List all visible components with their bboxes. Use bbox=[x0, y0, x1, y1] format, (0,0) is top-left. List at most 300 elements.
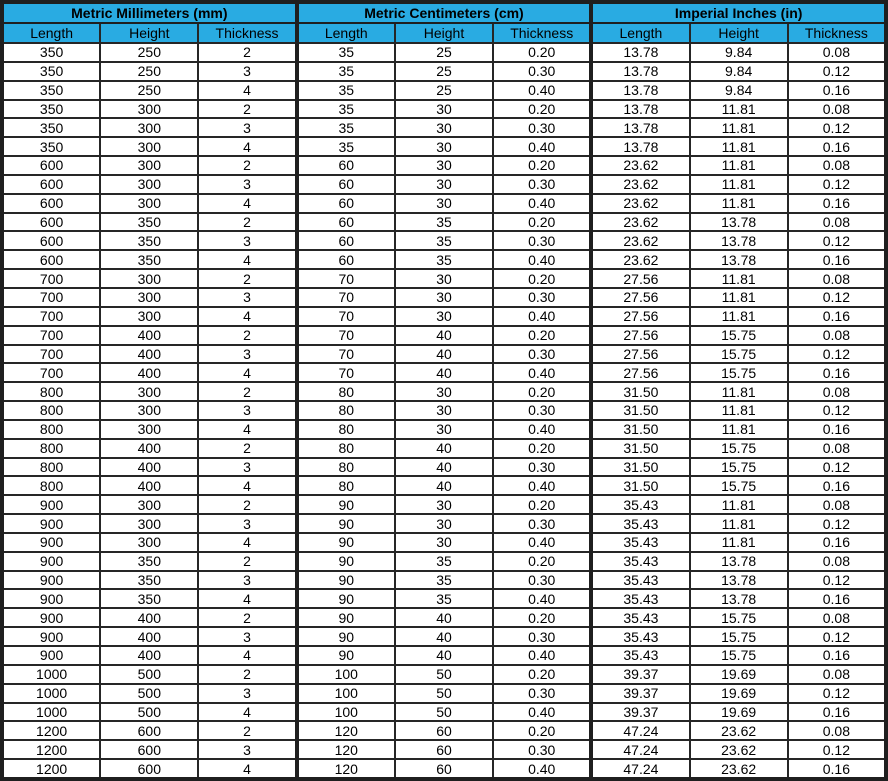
table-cell: 23.62 bbox=[591, 250, 689, 269]
table-cell: 4 bbox=[198, 476, 296, 495]
table-cell: 31.50 bbox=[591, 420, 689, 439]
table-cell: 0.16 bbox=[788, 81, 886, 100]
table-cell: 0.12 bbox=[788, 684, 886, 703]
table-cell: 0.40 bbox=[493, 646, 591, 665]
table-cell: 60 bbox=[297, 250, 395, 269]
table-cell: 350 bbox=[100, 552, 198, 571]
table-cell: 300 bbox=[100, 288, 198, 307]
table-cell: 0.20 bbox=[493, 213, 591, 232]
table-cell: 0.12 bbox=[788, 62, 886, 81]
table-cell: 500 bbox=[100, 665, 198, 684]
table-cell: 13.78 bbox=[690, 589, 788, 608]
table-row bbox=[2, 326, 886, 345]
table-row bbox=[2, 476, 886, 495]
table-cell: 0.16 bbox=[788, 420, 886, 439]
table-cell: 4 bbox=[198, 703, 296, 722]
table-cell: 13.78 bbox=[690, 552, 788, 571]
table-cell: 400 bbox=[100, 326, 198, 345]
table-cell: 120 bbox=[297, 740, 395, 759]
table-cell: 13.78 bbox=[591, 43, 689, 62]
table-cell: 3 bbox=[198, 401, 296, 420]
table-cell: 35 bbox=[297, 118, 395, 137]
table-cell: 0.12 bbox=[788, 740, 886, 759]
table-cell: 35.43 bbox=[591, 646, 689, 665]
table-cell: 13.78 bbox=[591, 62, 689, 81]
table-cell: 4 bbox=[198, 533, 296, 552]
table-cell: 0.20 bbox=[493, 100, 591, 119]
table-row bbox=[2, 401, 886, 420]
table-cell: 40 bbox=[395, 608, 493, 627]
table-cell: 35.43 bbox=[591, 627, 689, 646]
table-cell: 3 bbox=[198, 175, 296, 194]
table-cell: 1000 bbox=[2, 684, 100, 703]
table-cell: 0.08 bbox=[788, 156, 886, 175]
table-cell: 35 bbox=[395, 213, 493, 232]
table-cell: 0.40 bbox=[493, 307, 591, 326]
table-cell: 35.43 bbox=[591, 552, 689, 571]
table-cell: 19.69 bbox=[690, 703, 788, 722]
table-cell: 2 bbox=[198, 156, 296, 175]
table-cell: 2 bbox=[198, 269, 296, 288]
table-cell: 2 bbox=[198, 326, 296, 345]
table-cell: 600 bbox=[2, 213, 100, 232]
table-cell: 15.75 bbox=[690, 326, 788, 345]
table-cell: 2 bbox=[198, 665, 296, 684]
table-cell: 4 bbox=[198, 363, 296, 382]
table-cell: 350 bbox=[2, 118, 100, 137]
table-cell: 400 bbox=[100, 458, 198, 477]
table-cell: 900 bbox=[2, 627, 100, 646]
table-cell: 0.40 bbox=[493, 363, 591, 382]
table-cell: 2 bbox=[198, 552, 296, 571]
table-cell: 0.20 bbox=[493, 156, 591, 175]
table-row bbox=[2, 156, 886, 175]
table-cell: 60 bbox=[297, 213, 395, 232]
table-cell: 0.30 bbox=[493, 740, 591, 759]
table-cell: 0.40 bbox=[493, 420, 591, 439]
table-row bbox=[2, 382, 886, 401]
table-cell: 11.81 bbox=[690, 307, 788, 326]
table-cell: 39.37 bbox=[591, 684, 689, 703]
table-cell: 70 bbox=[297, 269, 395, 288]
table-cell: 90 bbox=[297, 533, 395, 552]
table-cell: 15.75 bbox=[690, 627, 788, 646]
table-cell: 23.62 bbox=[591, 175, 689, 194]
table-cell: 4 bbox=[198, 646, 296, 665]
table-cell: 0.20 bbox=[493, 269, 591, 288]
table-cell: 350 bbox=[100, 589, 198, 608]
table-cell: 0.20 bbox=[493, 721, 591, 740]
table-cell: 15.75 bbox=[690, 345, 788, 364]
table-row bbox=[2, 608, 886, 627]
table-cell: 600 bbox=[2, 156, 100, 175]
group-header-metric-cm: Metric Centimeters (cm) bbox=[297, 2, 592, 23]
table-cell: 2 bbox=[198, 43, 296, 62]
table-cell: 0.30 bbox=[493, 458, 591, 477]
table-cell: 800 bbox=[2, 458, 100, 477]
table-cell: 350 bbox=[2, 137, 100, 156]
table-cell: 400 bbox=[100, 608, 198, 627]
table-cell: 350 bbox=[2, 62, 100, 81]
table-cell: 27.56 bbox=[591, 345, 689, 364]
table-cell: 300 bbox=[100, 495, 198, 514]
table-cell: 0.12 bbox=[788, 571, 886, 590]
table-cell: 3 bbox=[198, 231, 296, 250]
table-cell: 0.40 bbox=[493, 589, 591, 608]
table-row bbox=[2, 514, 886, 533]
table-cell: 30 bbox=[395, 137, 493, 156]
table-row bbox=[2, 194, 886, 213]
table-cell: 0.08 bbox=[788, 213, 886, 232]
table-cell: 800 bbox=[2, 420, 100, 439]
table-cell: 300 bbox=[100, 382, 198, 401]
table-cell: 3 bbox=[198, 458, 296, 477]
table-cell: 0.30 bbox=[493, 118, 591, 137]
table-cell: 1200 bbox=[2, 759, 100, 779]
table-cell: 0.16 bbox=[788, 476, 886, 495]
table-row bbox=[2, 231, 886, 250]
table-cell: 300 bbox=[100, 118, 198, 137]
table-cell: 0.12 bbox=[788, 514, 886, 533]
table-cell: 39.37 bbox=[591, 665, 689, 684]
table-cell: 800 bbox=[2, 382, 100, 401]
table-cell: 30 bbox=[395, 100, 493, 119]
table-cell: 250 bbox=[100, 43, 198, 62]
table-cell: 31.50 bbox=[591, 382, 689, 401]
table-cell: 11.81 bbox=[690, 514, 788, 533]
table-cell: 23.62 bbox=[591, 213, 689, 232]
table-cell: 9.84 bbox=[690, 81, 788, 100]
table-cell: 15.75 bbox=[690, 646, 788, 665]
table-cell: 31.50 bbox=[591, 401, 689, 420]
table-cell: 0.16 bbox=[788, 250, 886, 269]
table-row bbox=[2, 250, 886, 269]
table-cell: 90 bbox=[297, 646, 395, 665]
table-cell: 0.08 bbox=[788, 100, 886, 119]
table-cell: 23.62 bbox=[591, 156, 689, 175]
table-row bbox=[2, 627, 886, 646]
table-cell: 0.40 bbox=[493, 759, 591, 779]
table-cell: 13.78 bbox=[690, 571, 788, 590]
table-cell: 60 bbox=[297, 194, 395, 213]
column-header-mm-thickness: Thickness bbox=[198, 23, 296, 43]
table-cell: 100 bbox=[297, 665, 395, 684]
table-cell: 0.12 bbox=[788, 231, 886, 250]
column-header-mm-height: Height bbox=[100, 23, 198, 43]
table-cell: 31.50 bbox=[591, 476, 689, 495]
table-cell: 3 bbox=[198, 684, 296, 703]
table-cell: 30 bbox=[395, 533, 493, 552]
table-cell: 100 bbox=[297, 703, 395, 722]
table-cell: 0.40 bbox=[493, 703, 591, 722]
table-cell: 50 bbox=[395, 684, 493, 703]
table-cell: 350 bbox=[2, 81, 100, 100]
table-cell: 0.16 bbox=[788, 589, 886, 608]
table-cell: 80 bbox=[297, 476, 395, 495]
table-cell: 70 bbox=[297, 345, 395, 364]
table-cell: 25 bbox=[395, 62, 493, 81]
table-cell: 9.84 bbox=[690, 43, 788, 62]
table-cell: 400 bbox=[100, 627, 198, 646]
table-cell: 0.30 bbox=[493, 401, 591, 420]
table-cell: 700 bbox=[2, 307, 100, 326]
table-cell: 11.81 bbox=[690, 269, 788, 288]
table-cell: 2 bbox=[198, 495, 296, 514]
table-header bbox=[2, 2, 886, 43]
table-cell: 2 bbox=[198, 100, 296, 119]
table-cell: 0.08 bbox=[788, 43, 886, 62]
table-cell: 400 bbox=[100, 476, 198, 495]
group-header-imperial-in: Imperial Inches (in) bbox=[591, 2, 886, 23]
table-cell: 80 bbox=[297, 401, 395, 420]
table-cell: 0.30 bbox=[493, 345, 591, 364]
table-cell: 13.78 bbox=[690, 250, 788, 269]
table-row bbox=[2, 665, 886, 684]
table-row bbox=[2, 288, 886, 307]
table-cell: 0.40 bbox=[493, 533, 591, 552]
table-cell: 400 bbox=[100, 439, 198, 458]
table-cell: 700 bbox=[2, 288, 100, 307]
table-cell: 40 bbox=[395, 458, 493, 477]
table-cell: 40 bbox=[395, 345, 493, 364]
table-cell: 13.78 bbox=[591, 100, 689, 119]
table-cell: 11.81 bbox=[690, 382, 788, 401]
table-cell: 300 bbox=[100, 420, 198, 439]
table-cell: 600 bbox=[2, 231, 100, 250]
table-cell: 11.81 bbox=[690, 137, 788, 156]
table-cell: 11.81 bbox=[690, 100, 788, 119]
table-cell: 35 bbox=[395, 250, 493, 269]
table-cell: 4 bbox=[198, 81, 296, 100]
table-cell: 0.08 bbox=[788, 439, 886, 458]
table-cell: 0.08 bbox=[788, 665, 886, 684]
table-cell: 11.81 bbox=[690, 118, 788, 137]
table-cell: 300 bbox=[100, 401, 198, 420]
table-cell: 0.40 bbox=[493, 250, 591, 269]
table-cell: 0.08 bbox=[788, 721, 886, 740]
table-cell: 400 bbox=[100, 363, 198, 382]
table-cell: 350 bbox=[100, 231, 198, 250]
table-cell: 27.56 bbox=[591, 269, 689, 288]
table-cell: 300 bbox=[100, 156, 198, 175]
table-cell: 400 bbox=[100, 345, 198, 364]
table-cell: 0.16 bbox=[788, 759, 886, 779]
table-cell: 700 bbox=[2, 363, 100, 382]
table-cell: 0.16 bbox=[788, 533, 886, 552]
table-row bbox=[2, 43, 886, 62]
table-cell: 0.08 bbox=[788, 326, 886, 345]
table-cell: 0.30 bbox=[493, 288, 591, 307]
table-cell: 2 bbox=[198, 439, 296, 458]
table-cell: 13.78 bbox=[690, 213, 788, 232]
table-cell: 35.43 bbox=[591, 514, 689, 533]
group-header-metric-mm: Metric Millimeters (mm) bbox=[2, 2, 297, 23]
table-cell: 2 bbox=[198, 608, 296, 627]
table-cell: 3 bbox=[198, 288, 296, 307]
table-cell: 900 bbox=[2, 608, 100, 627]
table-cell: 90 bbox=[297, 571, 395, 590]
table-row bbox=[2, 458, 886, 477]
table-cell: 0.12 bbox=[788, 288, 886, 307]
table-cell: 300 bbox=[100, 307, 198, 326]
table-row bbox=[2, 137, 886, 156]
table-cell: 11.81 bbox=[690, 288, 788, 307]
table-cell: 0.08 bbox=[788, 382, 886, 401]
table-cell: 900 bbox=[2, 495, 100, 514]
table-body bbox=[2, 43, 886, 779]
table-row bbox=[2, 62, 886, 81]
table-cell: 35 bbox=[297, 100, 395, 119]
table-cell: 11.81 bbox=[690, 156, 788, 175]
table-cell: 0.20 bbox=[493, 326, 591, 345]
table-cell: 30 bbox=[395, 288, 493, 307]
table-cell: 35.43 bbox=[591, 608, 689, 627]
table-cell: 90 bbox=[297, 608, 395, 627]
table-cell: 1000 bbox=[2, 703, 100, 722]
table-cell: 47.24 bbox=[591, 740, 689, 759]
column-header-cm-length: Length bbox=[297, 23, 395, 43]
table-cell: 700 bbox=[2, 326, 100, 345]
table-cell: 900 bbox=[2, 646, 100, 665]
table-cell: 0.20 bbox=[493, 608, 591, 627]
table-cell: 11.81 bbox=[690, 533, 788, 552]
table-cell: 40 bbox=[395, 627, 493, 646]
table-cell: 500 bbox=[100, 703, 198, 722]
table-cell: 47.24 bbox=[591, 759, 689, 779]
table-cell: 4 bbox=[198, 759, 296, 779]
table-cell: 35 bbox=[395, 571, 493, 590]
table-cell: 800 bbox=[2, 401, 100, 420]
table-cell: 9.84 bbox=[690, 62, 788, 81]
table-cell: 0.20 bbox=[493, 552, 591, 571]
table-cell: 900 bbox=[2, 552, 100, 571]
table-cell: 50 bbox=[395, 665, 493, 684]
table-cell: 800 bbox=[2, 476, 100, 495]
table-cell: 1000 bbox=[2, 665, 100, 684]
table-cell: 0.12 bbox=[788, 175, 886, 194]
table-cell: 60 bbox=[395, 740, 493, 759]
table-row bbox=[2, 363, 886, 382]
table-cell: 0.20 bbox=[493, 439, 591, 458]
table-cell: 70 bbox=[297, 288, 395, 307]
table-cell: 60 bbox=[297, 175, 395, 194]
table-cell: 30 bbox=[395, 420, 493, 439]
column-header-cm-thickness: Thickness bbox=[493, 23, 591, 43]
table-cell: 11.81 bbox=[690, 175, 788, 194]
table-cell: 15.75 bbox=[690, 608, 788, 627]
table-cell: 300 bbox=[100, 269, 198, 288]
table-cell: 0.08 bbox=[788, 269, 886, 288]
table-cell: 0.16 bbox=[788, 363, 886, 382]
table-cell: 1200 bbox=[2, 721, 100, 740]
table-cell: 19.69 bbox=[690, 684, 788, 703]
table-cell: 35 bbox=[395, 231, 493, 250]
table-row bbox=[2, 684, 886, 703]
table-cell: 90 bbox=[297, 589, 395, 608]
table-cell: 600 bbox=[2, 250, 100, 269]
table-cell: 70 bbox=[297, 307, 395, 326]
table-cell: 3 bbox=[198, 62, 296, 81]
table-cell: 90 bbox=[297, 627, 395, 646]
table-cell: 35.43 bbox=[591, 571, 689, 590]
table-cell: 35 bbox=[395, 552, 493, 571]
table-cell: 3 bbox=[198, 627, 296, 646]
table-cell: 0.40 bbox=[493, 81, 591, 100]
table-cell: 700 bbox=[2, 345, 100, 364]
table-cell: 13.78 bbox=[591, 81, 689, 100]
table-cell: 0.40 bbox=[493, 194, 591, 213]
table-cell: 27.56 bbox=[591, 307, 689, 326]
table-cell: 11.81 bbox=[690, 401, 788, 420]
table-cell: 31.50 bbox=[591, 439, 689, 458]
table-row bbox=[2, 420, 886, 439]
table-cell: 500 bbox=[100, 684, 198, 703]
table-cell: 600 bbox=[100, 721, 198, 740]
table-cell: 11.81 bbox=[690, 194, 788, 213]
table-cell: 0.16 bbox=[788, 194, 886, 213]
table-cell: 0.16 bbox=[788, 646, 886, 665]
table-row bbox=[2, 533, 886, 552]
table-cell: 1200 bbox=[2, 740, 100, 759]
table-row bbox=[2, 495, 886, 514]
table-cell: 60 bbox=[297, 156, 395, 175]
table-cell: 0.30 bbox=[493, 684, 591, 703]
table-row bbox=[2, 721, 886, 740]
table-row bbox=[2, 213, 886, 232]
table-cell: 4 bbox=[198, 589, 296, 608]
table-row bbox=[2, 646, 886, 665]
table-row bbox=[2, 439, 886, 458]
table-cell: 4 bbox=[198, 250, 296, 269]
table-cell: 13.78 bbox=[690, 231, 788, 250]
table-cell: 300 bbox=[100, 514, 198, 533]
table-cell: 100 bbox=[297, 684, 395, 703]
table-cell: 70 bbox=[297, 363, 395, 382]
table-cell: 31.50 bbox=[591, 458, 689, 477]
table-cell: 0.20 bbox=[493, 382, 591, 401]
table-cell: 4 bbox=[198, 307, 296, 326]
table-cell: 30 bbox=[395, 175, 493, 194]
table-cell: 350 bbox=[100, 213, 198, 232]
table-cell: 40 bbox=[395, 326, 493, 345]
table-cell: 27.56 bbox=[591, 363, 689, 382]
table-cell: 47.24 bbox=[591, 721, 689, 740]
table-cell: 350 bbox=[2, 100, 100, 119]
table-cell: 0.20 bbox=[493, 495, 591, 514]
table-row bbox=[2, 589, 886, 608]
column-header-in-height: Height bbox=[690, 23, 788, 43]
column-header-in-length: Length bbox=[591, 23, 689, 43]
table-cell: 300 bbox=[100, 137, 198, 156]
table-cell: 0.30 bbox=[493, 627, 591, 646]
table-cell: 25 bbox=[395, 81, 493, 100]
table-cell: 0.20 bbox=[493, 665, 591, 684]
table-cell: 0.16 bbox=[788, 703, 886, 722]
table-cell: 80 bbox=[297, 382, 395, 401]
table-cell: 40 bbox=[395, 439, 493, 458]
table-cell: 27.56 bbox=[591, 288, 689, 307]
table-cell: 15.75 bbox=[690, 363, 788, 382]
table-cell: 300 bbox=[100, 194, 198, 213]
table-cell: 3 bbox=[198, 514, 296, 533]
table-row bbox=[2, 552, 886, 571]
table-cell: 120 bbox=[297, 721, 395, 740]
table-cell: 35.43 bbox=[591, 495, 689, 514]
table-cell: 600 bbox=[2, 175, 100, 194]
table-row bbox=[2, 345, 886, 364]
table-cell: 4 bbox=[198, 194, 296, 213]
table-cell: 0.12 bbox=[788, 627, 886, 646]
